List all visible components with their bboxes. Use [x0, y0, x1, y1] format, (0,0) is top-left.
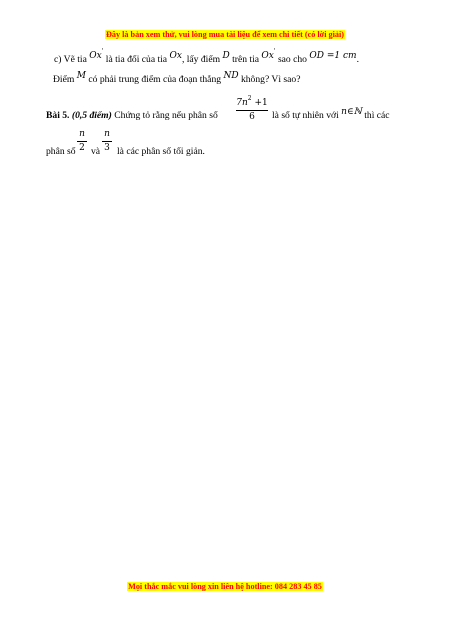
- frac1-bar: [236, 110, 268, 111]
- bai5-line-2a: [46, 146, 76, 158]
- bai5-and: và: [91, 146, 101, 157]
- bai5-line-2c: [117, 146, 205, 158]
- point-d: D: [222, 51, 230, 61]
- part-c-l2-text-c: không? Vì sao?: [240, 74, 301, 85]
- ray-ox-1: Ox: [89, 51, 102, 61]
- ray-ox-prime-3: [261, 48, 276, 61]
- bai5-line-2b: [91, 146, 100, 158]
- segment-nd: ND: [223, 71, 239, 81]
- frac3-denominator: 3: [104, 143, 110, 153]
- frac1-exponent: 2: [247, 95, 252, 102]
- bai5-title: Bài 5.: [46, 110, 70, 121]
- part-c-text-4: sao cho: [277, 54, 307, 65]
- point-m: M: [76, 71, 86, 81]
- prime-mark-1: ': [101, 48, 104, 55]
- part-c-l2-text-b: có phải trung điểm của đoạn thẳng: [88, 74, 222, 85]
- frac2-denominator: 2: [79, 143, 85, 153]
- preview-banner: [0, 27, 450, 40]
- part-c-label: c) Vẽ tia: [54, 54, 87, 65]
- frac3-numerator: n: [104, 129, 110, 139]
- preview-banner-text: Đây là bản xem thử, vui lòng mua tài liệu để xem chi tiết (có lời giải): [105, 30, 344, 39]
- frac2-numerator: n: [79, 129, 85, 139]
- hotline-text: Mọi thắc mắc vui lòng xin liên hệ hotline: 084 283 45 85: [128, 582, 322, 591]
- fraction-n-over-2: [77, 129, 87, 154]
- n-in-natural: n∈ℕ: [341, 107, 362, 117]
- od-equation: OD =1 cm: [309, 51, 357, 61]
- part-c-line-2: [53, 71, 301, 86]
- fraction-7n2-plus-1-over-6: [236, 93, 268, 123]
- bai5-l2-text-b: là các phân số tối giản.: [117, 146, 205, 157]
- bai5-line-1: [46, 110, 218, 122]
- part-c-line-1: [54, 50, 359, 66]
- hotline-footer: [0, 579, 450, 592]
- part-c-text-2: , lấy điểm: [181, 54, 221, 65]
- frac3-bar: [102, 141, 112, 142]
- bai5-l2-text-a: phân số: [46, 146, 76, 157]
- part-c-l2-text-a: Điểm: [53, 74, 75, 85]
- part-c-text-1: là tia đối của tia: [105, 54, 168, 65]
- frac1-numerator: 7n: [236, 98, 248, 108]
- bai5-text-1: Chứng tỏ rằng nếu phân số: [114, 110, 218, 121]
- frac1-denominator: 6: [249, 112, 255, 122]
- bai5-points: (0,5 điểm): [71, 110, 112, 121]
- bai5-text-3: thì các: [364, 110, 390, 121]
- ray-ox-2: Ox: [169, 51, 182, 61]
- frac1-numerator-tail: +1: [251, 98, 268, 108]
- part-c-text-3: trên tia: [232, 54, 259, 65]
- prime-mark-3: ': [273, 48, 276, 55]
- frac2-bar: [77, 141, 87, 142]
- bai5-text-2: là số tự nhiên với: [272, 110, 339, 121]
- fraction-n-over-3: [102, 129, 112, 154]
- ray-ox-3: Ox: [261, 51, 274, 61]
- ray-ox-prime-1: [89, 48, 104, 61]
- bai5-line-1b: [272, 107, 390, 122]
- part-c-period: .: [356, 54, 359, 65]
